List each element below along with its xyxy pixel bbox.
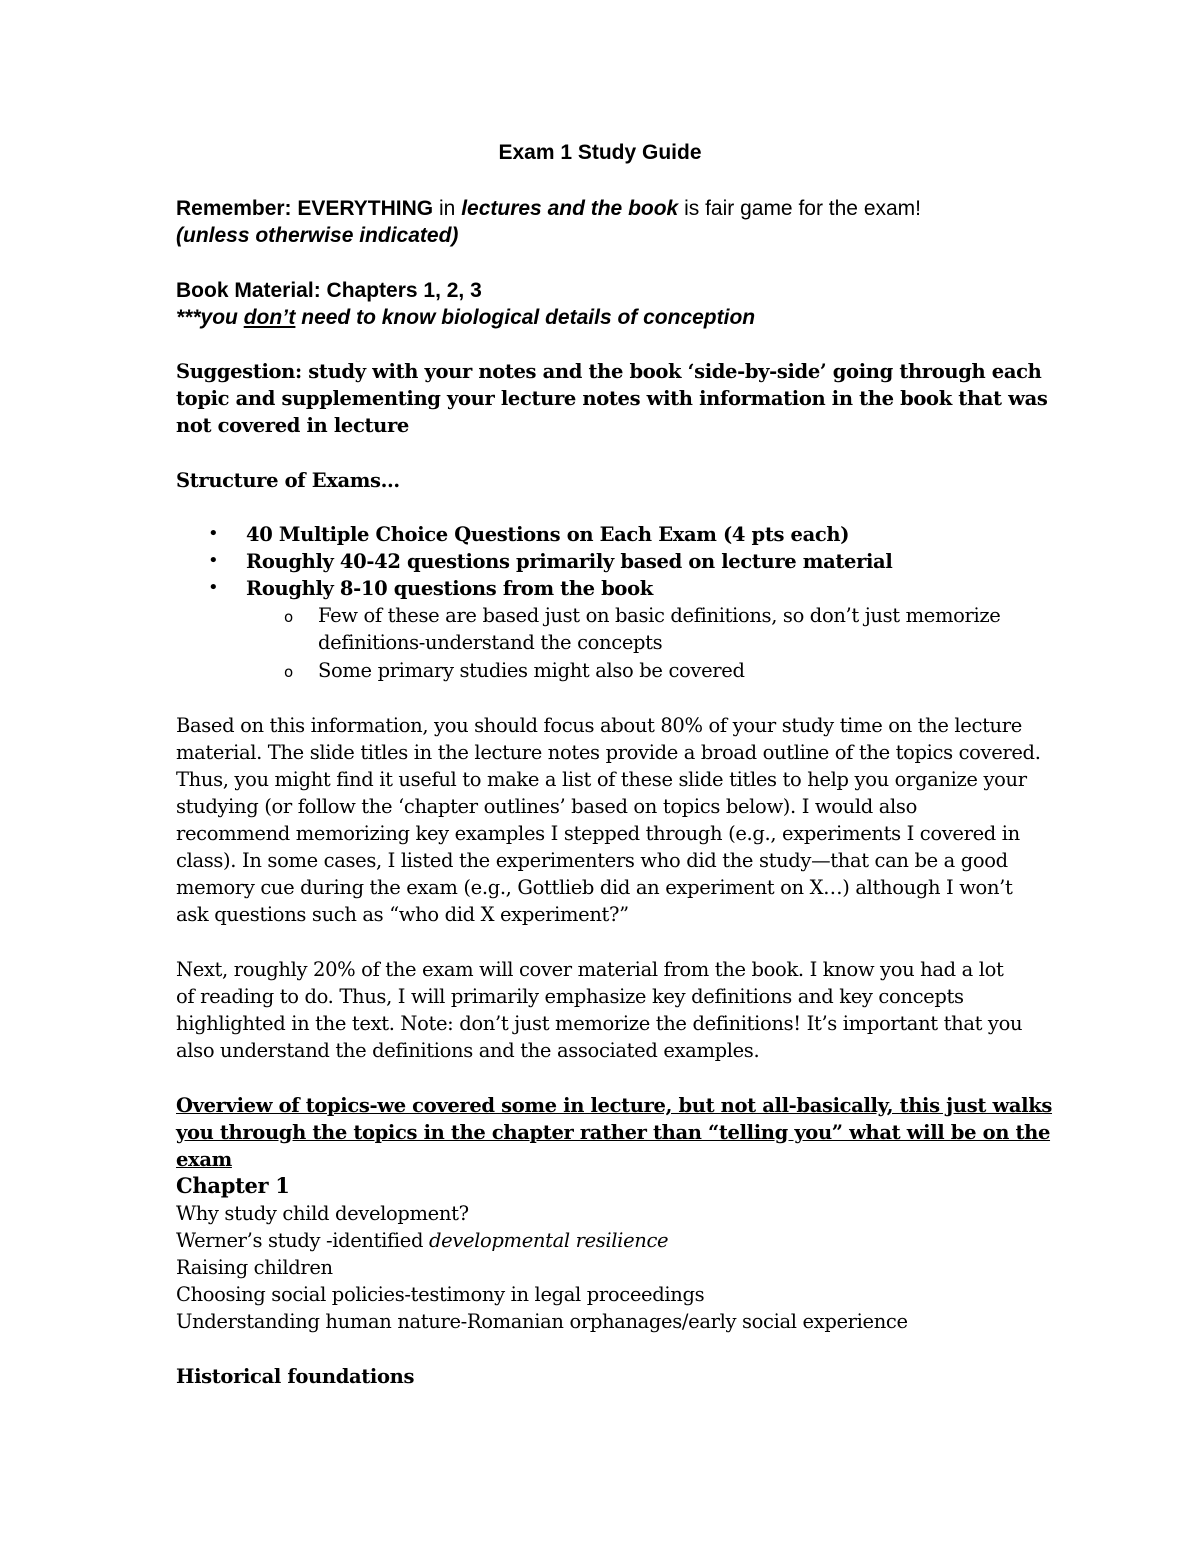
remember-label: Remember: [176,197,292,220]
chapter1-item: Choosing social policies-testimony in legal proceedings [176,1283,705,1306]
chapter1-item [176,1229,668,1252]
paragraph-line: memory cue during the exam (e.g., Gottlieb did an experiment on X…) although I won’t [176,876,1013,899]
sub-bullet-item: definitions-understand the concepts [318,631,663,654]
chapter1-item: Why study child development? [176,1202,469,1225]
paragraph-line: ask questions such as “who did X experiment?” [176,903,629,926]
bullet-marker: • [208,550,219,571]
remember-line [176,197,921,221]
chapter1-item: Raising children [176,1256,333,1279]
paragraph-line: studying (or follow the ‘chapter outlines’ based on topics below). I would also [176,795,917,818]
note-rest: need to know biological details of conception [301,306,756,329]
remember-lectures-book: lectures and the book [461,197,679,220]
paragraph-line: material. The slide titles in the lecture notes provide a broad outline of the topics covered. [176,741,1041,764]
paragraph-line: highlighted in the text. Note: don’t just memorize the definitions! It’s important that you [176,1012,1023,1035]
sub-bullet-marker: o [284,608,294,626]
paragraph-line: recommend memorizing key examples I stepped through (e.g., experiments I covered in [176,822,1020,845]
remember-unless: (unless otherwise indicated) [176,224,459,247]
suggestion-line: topic and supplementing your lecture notes with information in the book that was [176,387,1048,410]
paragraph-line: Based on this information, you should focus about 80% of your study time on the lecture [176,714,1022,737]
overview-line: exam [176,1148,232,1171]
sub-bullet-item: Some primary studies might also be covered [318,659,745,682]
bullet-marker: • [208,523,219,544]
sub-bullet-marker: o [284,663,294,681]
chapter1-item: Understanding human nature-Romanian orphanages/early social experience [176,1310,908,1333]
paragraph-line: of reading to do. Thus, I will primarily emphasize key definitions and key concepts [176,985,964,1008]
overview-line: you through the topics in the chapter rather than “telling you” what will be on the [176,1121,1051,1144]
bullet-item: 40 Multiple Choice Questions on Each Exam (4 pts each) [246,523,850,546]
paragraph-line: also understand the definitions and the associated examples. [176,1039,760,1062]
note-prefix: ***you [176,306,238,329]
book-material-note [176,306,755,330]
historical-heading: Historical foundations [176,1365,415,1388]
overview-line: Overview of topics-we covered some in lecture, but not all-basically, this just walks [176,1094,1053,1117]
paragraph-line: class). In some cases, I listed the experimenters who did the study—that can be a good [176,849,1008,872]
werner-italic: developmental resilience [428,1229,669,1252]
remember-everything: EVERYTHING [297,197,434,220]
remember-in: in [438,197,456,220]
bullet-item: Roughly 8-10 questions from the book [246,577,653,600]
note-dont: don’t [243,306,296,329]
chapter1-heading: Chapter 1 [176,1173,290,1198]
structure-heading: Structure of Exams… [176,469,400,492]
werner-text: Werner’s study -identified [176,1229,424,1252]
suggestion-line: not covered in lecture [176,414,409,437]
sub-bullet-item: Few of these are based just on basic definitions, so don’t just memorize [318,604,1001,627]
book-material-heading: Book Material: Chapters 1, 2, 3 [176,279,482,302]
paragraph-line: Next, roughly 20% of the exam will cover material from the book. I know you had a lot [176,958,1004,981]
remember-rest: is fair game for the exam! [684,197,922,220]
page-title: Exam 1 Study Guide [498,141,702,164]
bullet-item: Roughly 40-42 questions primarily based on lecture material [246,550,893,573]
bullet-marker: • [208,577,219,598]
paragraph-line: Thus, you might find it useful to make a list of these slide titles to help you organize your [176,768,1027,791]
suggestion-line: Suggestion: study with your notes and the book ‘side-by-side’ going through each [176,360,1042,383]
